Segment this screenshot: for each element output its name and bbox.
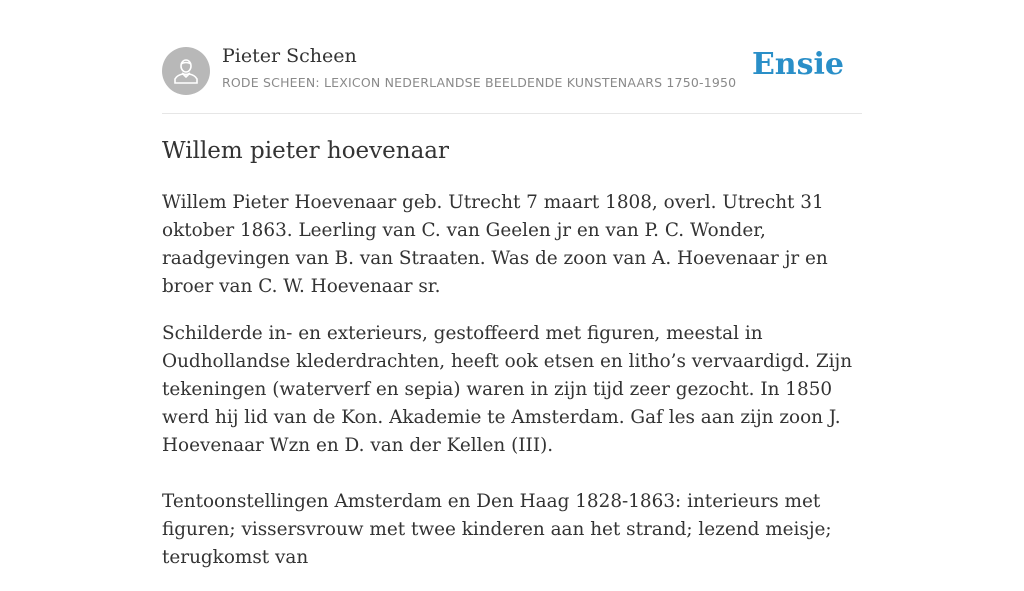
article-paragraph: Willem Pieter Hoevenaar geb. Utrecht 7 maart 1808, overl. Utrecht 31 oktober 1863. Leerling van C. van Geelen jr en van P. C. Wonder, raadgevingen van B. van Straaten. Was de zoon van A. Hoevenaar jr en broer van C. W. Hoevenaar sr. bbox=[162, 192, 828, 297]
author-name[interactable]: Pieter Scheen bbox=[222, 45, 357, 67]
ensie-logo[interactable]: Ensie bbox=[751, 47, 844, 82]
author-avatar[interactable] bbox=[162, 47, 210, 95]
article-page bbox=[162, 0, 862, 568]
article-paragraph: Schilderde in- en exterieurs, gestoffeerd met figuren, meestal in Oudhollandse klederdrachten, heeft ook etsen en litho’s vervaardigd. Zijn tekeningen (waterverf en sepia) waren in zijn tijd zeer gezocht. In 1850 werd hij lid van de Kon. Akademie te Amsterdam. Gaf les aan zijn zoon J. Hoevenaar Wzn en D. van der Kellen (III). Tentoonstellingen Amsterdam en Den Haag 1828-1863: interieurs met figuren; vissersvrouw met twee kinderen aan het strand; lezend meisje; terugkomst van bbox=[162, 323, 853, 568]
user-silhouette-icon bbox=[162, 47, 210, 95]
article-title: Willem pieter hoevenaar bbox=[162, 138, 449, 164]
source-title[interactable]: RODE SCHEEN: LEXICON NEDERLANDSE BEELDENDE KUNSTENAARS 1750-1950 bbox=[222, 75, 737, 90]
article-body bbox=[162, 189, 862, 591]
article-header bbox=[162, 0, 862, 114]
